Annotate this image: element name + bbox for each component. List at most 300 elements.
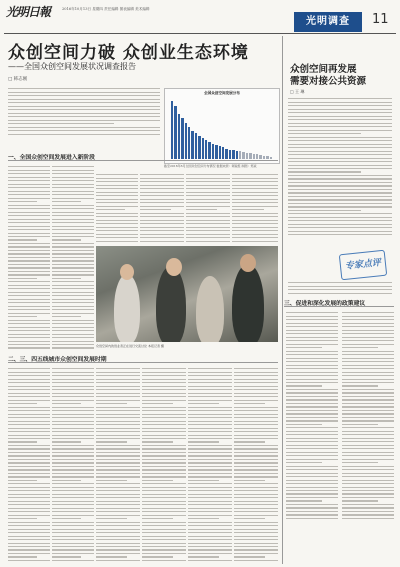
text-line <box>52 543 94 544</box>
page-number: 11 <box>372 12 389 27</box>
text-line <box>52 180 94 181</box>
text-line <box>188 483 232 484</box>
text-line <box>96 192 138 193</box>
text-line <box>288 140 392 141</box>
text-line <box>52 515 94 516</box>
text-line <box>342 399 394 400</box>
text-line <box>342 473 394 474</box>
text-line <box>288 98 392 99</box>
text-line <box>96 522 140 523</box>
text-line <box>96 216 138 217</box>
text-line <box>142 372 186 373</box>
text-line <box>8 501 50 502</box>
text-line <box>52 184 94 185</box>
text-line <box>140 178 184 179</box>
text-line <box>52 497 94 498</box>
text-line <box>96 549 140 550</box>
text-line <box>186 181 230 182</box>
text-line <box>234 522 278 523</box>
text-line <box>8 285 50 286</box>
text-line <box>8 184 50 185</box>
text-line <box>8 201 37 202</box>
sidebar-title <box>290 64 390 88</box>
text-line <box>234 393 278 394</box>
text-line <box>342 337 394 338</box>
text-line <box>186 234 230 235</box>
text-line <box>52 316 81 317</box>
text-line <box>342 431 394 432</box>
text-line <box>52 424 94 425</box>
text-line <box>186 241 230 242</box>
text-line <box>234 487 278 488</box>
text-line <box>286 361 338 362</box>
text-line <box>96 382 140 383</box>
text-line <box>96 560 140 561</box>
text-line <box>288 112 392 113</box>
text-line <box>140 227 184 228</box>
text-line <box>52 271 94 272</box>
text-line <box>8 187 50 188</box>
text-line <box>8 393 50 394</box>
text-line <box>342 351 394 352</box>
text-line <box>8 344 50 345</box>
text-line <box>342 389 394 390</box>
text-line <box>288 151 392 152</box>
text-line <box>234 459 278 460</box>
text-line <box>286 382 338 383</box>
text-line <box>188 386 232 387</box>
text-line <box>188 556 219 557</box>
text-line <box>52 205 94 206</box>
text-line <box>142 386 186 387</box>
text-line <box>188 389 232 390</box>
text-line <box>234 539 278 540</box>
text-line <box>52 549 94 550</box>
text-line <box>288 192 392 193</box>
text-line <box>52 396 94 397</box>
text-line <box>342 375 394 376</box>
text-line <box>96 435 140 436</box>
text-line <box>286 462 322 463</box>
text-line <box>52 487 94 488</box>
text-line <box>186 209 217 210</box>
text-line <box>8 127 160 128</box>
text-line <box>52 532 94 533</box>
text-line <box>96 487 140 488</box>
text-line <box>52 553 94 554</box>
text-line <box>288 154 392 155</box>
text-line <box>8 441 37 442</box>
text-line <box>96 199 138 200</box>
text-line <box>52 407 94 408</box>
text-line <box>8 92 160 93</box>
text-line <box>342 507 394 508</box>
text-line <box>8 473 50 474</box>
chart-bar <box>239 151 241 159</box>
text-line <box>8 396 50 397</box>
text-line <box>52 466 94 467</box>
text-line <box>96 407 140 408</box>
text-line <box>342 361 394 362</box>
text-line <box>188 459 232 460</box>
text-line <box>188 532 232 533</box>
text-line <box>8 166 50 167</box>
text-line <box>52 452 94 453</box>
text-line <box>232 220 278 221</box>
text-line <box>52 264 94 265</box>
text-line <box>8 191 50 192</box>
text-line <box>342 466 394 467</box>
text-line <box>8 295 50 296</box>
text-line <box>8 386 50 387</box>
text-line <box>96 553 140 554</box>
text-line <box>8 320 50 321</box>
text-line <box>342 382 394 383</box>
text-line <box>188 382 232 383</box>
text-line <box>8 194 50 195</box>
text-line <box>234 382 278 383</box>
text-line <box>188 508 232 509</box>
text-line <box>142 546 186 547</box>
text-line <box>96 234 138 235</box>
text-line <box>234 410 278 411</box>
text-line <box>8 522 50 523</box>
text-line <box>8 368 50 369</box>
text-line <box>96 379 140 380</box>
text-line <box>52 173 94 174</box>
text-line <box>234 556 265 557</box>
text-line <box>234 497 278 498</box>
text-line <box>186 220 230 221</box>
text-line <box>8 170 50 171</box>
text-line <box>186 237 230 238</box>
text-line <box>8 414 50 415</box>
text-line <box>286 459 338 460</box>
text-line <box>342 493 394 494</box>
text-line <box>286 448 338 449</box>
text-line <box>342 330 394 331</box>
text-line <box>96 529 140 530</box>
text-line <box>286 333 338 334</box>
text-line <box>342 403 394 404</box>
text-line <box>52 267 94 268</box>
text-line <box>288 119 392 120</box>
text-line <box>142 553 186 554</box>
text-line <box>96 494 140 495</box>
text-line <box>52 285 94 286</box>
text-line <box>52 389 94 390</box>
text-line <box>288 282 392 283</box>
text-line <box>288 196 392 197</box>
text-line <box>142 508 186 509</box>
text-line <box>234 431 278 432</box>
text-line <box>52 208 94 209</box>
text-line <box>286 379 338 380</box>
lead-paragraph <box>8 86 160 136</box>
text-line <box>234 445 278 446</box>
text-line <box>52 236 94 237</box>
text-line <box>96 459 140 460</box>
chart-bar <box>249 153 251 159</box>
sidebar-text <box>288 96 392 238</box>
text-line <box>142 414 186 415</box>
text-line <box>96 490 140 491</box>
text-line <box>8 226 50 227</box>
text-line <box>232 202 278 203</box>
text-line <box>188 480 219 481</box>
text-line <box>140 206 184 207</box>
text-line <box>8 250 50 251</box>
text-line <box>342 326 394 327</box>
text-line <box>52 257 94 258</box>
text-line <box>286 372 338 373</box>
text-line <box>8 424 50 425</box>
text-line <box>286 351 338 352</box>
text-line <box>286 441 338 442</box>
body-column-14 <box>342 310 394 562</box>
text-line <box>286 399 338 400</box>
text-line <box>234 536 278 537</box>
text-line <box>342 385 378 386</box>
text-line <box>96 396 140 397</box>
text-line <box>52 375 94 376</box>
text-line <box>96 428 140 429</box>
text-line <box>52 435 94 436</box>
text-line <box>140 199 184 200</box>
text-line <box>140 174 184 175</box>
chart-bar <box>242 152 244 159</box>
text-line <box>186 230 230 231</box>
chart-bar <box>208 142 210 159</box>
sidebar-title-line-1: 众创空间再发展 <box>290 64 357 75</box>
text-line <box>186 192 230 193</box>
text-line <box>234 421 278 422</box>
text-line <box>52 260 94 261</box>
chart-bar <box>259 155 261 159</box>
text-line <box>286 424 322 425</box>
text-line <box>8 205 50 206</box>
text-line <box>8 407 50 408</box>
text-line <box>8 341 50 342</box>
text-line <box>8 546 50 547</box>
text-line <box>8 264 50 265</box>
text-line <box>186 178 230 179</box>
text-line <box>342 340 394 341</box>
text-line <box>8 278 37 279</box>
text-line <box>234 525 278 526</box>
text-line <box>142 483 186 484</box>
text-line <box>52 372 94 373</box>
text-line <box>142 410 186 411</box>
text-line <box>96 504 140 505</box>
text-line <box>188 543 232 544</box>
text-line <box>188 476 232 477</box>
text-line <box>286 365 338 366</box>
text-line <box>142 504 186 505</box>
text-line <box>96 441 127 442</box>
text-line <box>52 546 94 547</box>
text-line <box>188 368 232 369</box>
text-line <box>188 448 232 449</box>
body-column-12 <box>234 366 278 562</box>
text-line <box>8 372 50 373</box>
text-line <box>8 382 50 383</box>
text-line <box>142 431 186 432</box>
text-line <box>52 480 81 481</box>
text-line <box>288 189 392 190</box>
text-line <box>96 178 138 179</box>
text-line <box>96 546 140 547</box>
text-line <box>52 368 94 369</box>
text-line <box>286 483 338 484</box>
text-line <box>96 202 138 203</box>
text-line <box>142 379 186 380</box>
text-line <box>234 452 278 453</box>
text-line <box>8 476 50 477</box>
text-line <box>8 448 50 449</box>
text-line <box>234 501 278 502</box>
text-line <box>288 158 392 159</box>
text-line <box>96 223 138 224</box>
text-line <box>52 222 94 223</box>
text-line <box>234 368 278 369</box>
text-line <box>52 462 94 463</box>
text-line <box>342 469 394 470</box>
text-line <box>234 462 278 463</box>
text-line <box>52 306 94 307</box>
text-line <box>52 309 94 310</box>
text-line <box>52 483 94 484</box>
text-line <box>232 241 278 242</box>
text-line <box>142 490 186 491</box>
text-line <box>8 309 50 310</box>
text-line <box>140 234 184 235</box>
text-line <box>288 161 392 162</box>
text-line <box>96 452 140 453</box>
text-line <box>342 410 394 411</box>
text-line <box>8 106 160 107</box>
text-line <box>342 392 394 393</box>
text-line <box>186 195 230 196</box>
text-line <box>142 462 186 463</box>
text-line <box>142 452 186 453</box>
text-line <box>188 428 232 429</box>
text-line <box>188 393 232 394</box>
text-line <box>52 455 94 456</box>
text-line <box>8 469 50 470</box>
section-heading-3: 三、促进和深化发展的政策建议 <box>284 301 366 307</box>
text-line <box>52 459 94 460</box>
text-line <box>188 473 232 474</box>
chart-bar <box>174 106 176 159</box>
body-column-6 <box>232 172 278 244</box>
text-line <box>52 253 94 254</box>
text-line <box>96 473 140 474</box>
text-line <box>288 182 392 183</box>
text-line <box>188 414 232 415</box>
text-line <box>142 407 186 408</box>
text-line <box>52 302 94 303</box>
chart-bar <box>236 151 238 159</box>
chart-caption: 截至2016年6月全国众创空间分布情况 数据来源：调查组 制图：郑斌 <box>164 164 257 168</box>
text-line <box>52 522 94 523</box>
text-line <box>96 543 140 544</box>
text-line <box>96 237 138 238</box>
body-column-2 <box>52 164 94 350</box>
text-line <box>96 410 140 411</box>
text-line <box>8 116 160 117</box>
text-line <box>234 490 278 491</box>
text-line <box>8 347 50 348</box>
chart-bar <box>222 147 224 159</box>
text-line <box>8 239 37 240</box>
body-column-13 <box>286 310 338 562</box>
text-line <box>188 511 232 512</box>
text-line <box>8 292 50 293</box>
text-line <box>8 260 50 261</box>
text-line <box>288 137 392 138</box>
body-column-11 <box>188 366 232 562</box>
chart-bar <box>198 136 200 159</box>
text-line <box>288 168 392 169</box>
text-line <box>142 539 186 540</box>
text-line <box>342 445 394 446</box>
text-line <box>142 448 186 449</box>
section-heading-2: 二、三、四五线城市众创空间发展时期 <box>8 357 107 363</box>
text-line <box>288 144 392 145</box>
chart-title: 全国众创空间发展分布 <box>204 91 240 95</box>
text-line <box>142 522 186 523</box>
text-line <box>288 165 392 166</box>
text-line <box>96 466 140 467</box>
text-line <box>8 515 50 516</box>
text-line <box>52 379 94 380</box>
text-line <box>142 375 186 376</box>
text-line <box>232 213 278 214</box>
body-column-10 <box>142 366 186 562</box>
text-line <box>8 288 50 289</box>
text-line <box>234 375 278 376</box>
body-column-5 <box>186 172 230 244</box>
text-line <box>342 333 394 334</box>
text-line <box>186 216 230 217</box>
text-line <box>96 213 138 214</box>
text-line <box>342 480 394 481</box>
text-line <box>288 171 361 172</box>
text-line <box>188 452 232 453</box>
text-line <box>186 213 230 214</box>
text-line <box>234 414 278 415</box>
text-line <box>142 487 186 488</box>
text-line <box>52 330 94 331</box>
text-line <box>234 494 278 495</box>
text-line <box>8 525 50 526</box>
text-line <box>288 203 392 204</box>
text-line <box>234 560 278 561</box>
text-line <box>342 406 394 407</box>
text-line <box>52 539 94 540</box>
text-line <box>8 243 50 244</box>
text-line <box>288 116 392 117</box>
text-line <box>8 539 50 540</box>
text-line <box>142 469 186 470</box>
text-line <box>286 406 338 407</box>
text-line <box>52 501 94 502</box>
text-line <box>342 441 394 442</box>
text-line <box>234 504 278 505</box>
text-line <box>8 102 160 103</box>
text-line <box>8 494 50 495</box>
